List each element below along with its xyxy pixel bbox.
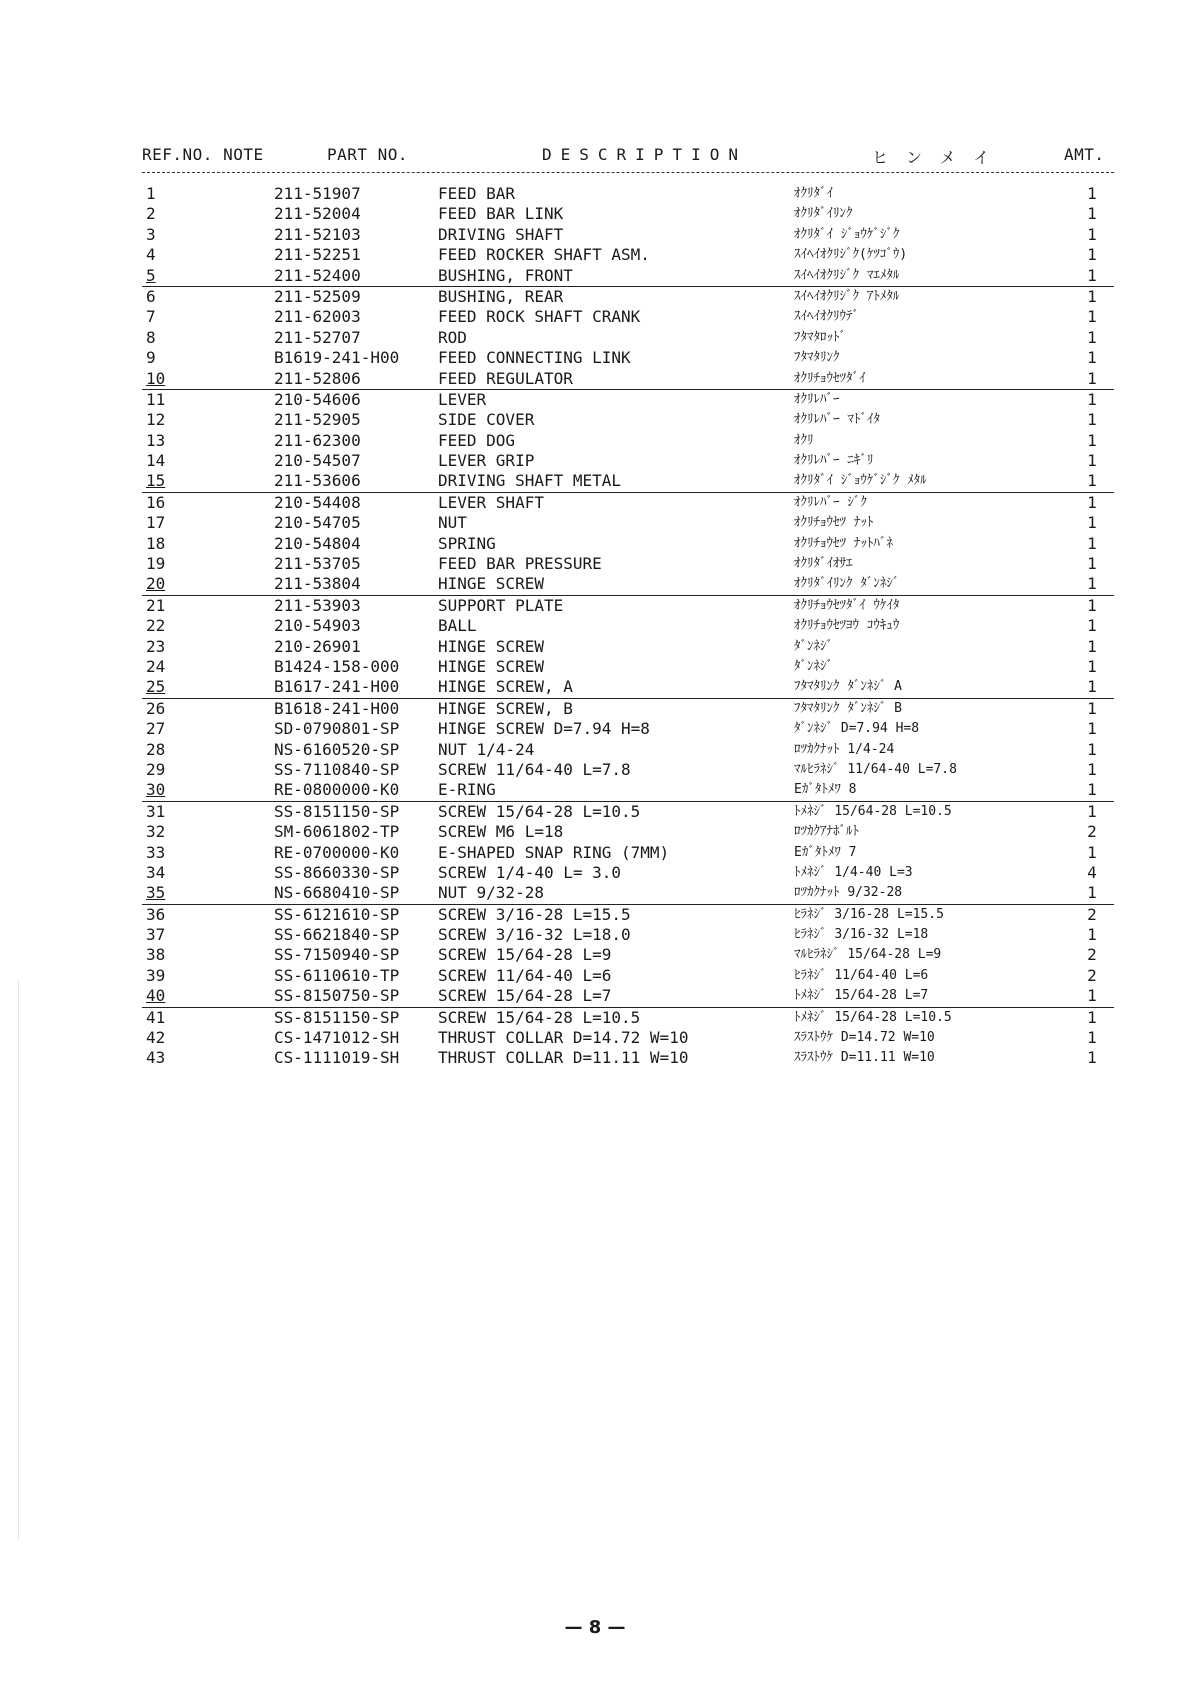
table-row (142, 719, 1114, 739)
description-cell: SCREW 15/64-28 L=10.5 (438, 1007, 641, 1027)
jp-name-cell: ｽﾗｽﾄｳｹ D=14.72 W=10 (794, 1030, 935, 1046)
amt-cell: 1 (1087, 759, 1097, 779)
description-cell: BUSHING, REAR (438, 286, 564, 306)
table-row (142, 369, 1114, 390)
ref-cell: 10 (146, 368, 166, 388)
ref-cell: 36 (146, 904, 166, 924)
part-no-cell: SS-7150940-SP (274, 945, 400, 965)
description-cell: E-SHAPED SNAP RING (7MM) (438, 842, 670, 862)
jp-name-cell: ｵｸﾘﾀﾞｲﾘﾝｸ ﾀﾞﾝﾈｼﾞ (794, 576, 900, 592)
scan-edge-mark (18, 980, 19, 1540)
jp-name-cell: ｽｲﾍｲｵｸﾘｼﾞｸ ﾏｴﾒﾀﾙ (794, 267, 900, 283)
amt-cell: 1 (1087, 286, 1097, 306)
amt-cell: 1 (1087, 533, 1097, 553)
part-no-cell: 211-62003 (274, 307, 361, 327)
jp-name-cell: ｵｸﾘﾀﾞｲ ｼﾞｮｳｹﾞｼﾞｸ (794, 226, 900, 242)
part-no-cell: B1618-241-H00 (274, 698, 400, 718)
part-no-cell: SS-6110610-TP (274, 965, 400, 985)
amt-cell: 1 (1087, 1028, 1097, 1048)
table-row (142, 390, 1114, 410)
ref-cell: 8 (146, 327, 156, 347)
amt-cell: 2 (1087, 965, 1097, 985)
ref-cell: 41 (146, 1007, 166, 1027)
jp-name-cell: ﾛﾂｶｸﾅｯﾄ 9/32-28 (794, 885, 903, 901)
part-no-cell: 211-52806 (274, 368, 361, 388)
description-cell: NUT (438, 513, 467, 533)
ref-cell: 12 (146, 410, 166, 430)
amt-cell: 1 (1087, 677, 1097, 697)
jp-name-cell: ｵｸﾘﾚﾊﾞｰ ﾏﾄﾞｲﾀ (794, 412, 880, 428)
amt-cell: 1 (1087, 368, 1097, 388)
table-row (142, 637, 1114, 657)
part-no-cell: NS-6680410-SP (274, 883, 400, 903)
amt-cell: 1 (1087, 307, 1097, 327)
part-no-cell: 211-53903 (274, 595, 361, 615)
part-no-cell: 211-52400 (274, 265, 361, 285)
ref-cell: 14 (146, 451, 166, 471)
table-row (142, 822, 1114, 842)
description-cell: BUSHING, FRONT (438, 265, 573, 285)
description-cell: SCREW 15/64-28 L=10.5 (438, 801, 641, 821)
ref-cell: 38 (146, 945, 166, 965)
amt-cell: 1 (1087, 883, 1097, 903)
amt-cell: 1 (1087, 554, 1097, 574)
ref-cell: 19 (146, 554, 166, 574)
jp-name-cell: Eｶﾞﾀﾄﾒﾜ 8 (794, 782, 857, 798)
amt-cell: 1 (1087, 224, 1097, 244)
jp-name-cell: ｵｸﾘﾁｮｳｾﾂﾀﾞｲ ｳｹｲﾀ (794, 597, 900, 613)
description-cell: SCREW M6 L=18 (438, 822, 564, 842)
amt-cell: 1 (1087, 348, 1097, 368)
part-no-cell: 210-54606 (274, 389, 361, 409)
amt-cell: 1 (1087, 451, 1097, 471)
part-no-cell: NS-6160520-SP (274, 739, 400, 759)
ref-cell: 2 (146, 204, 156, 224)
table-row (142, 1048, 1114, 1068)
description-cell: SUPPORT PLATE (438, 595, 564, 615)
amt-cell: 2 (1087, 904, 1097, 924)
jp-name-cell: ｵｸﾘﾁｮｳｾﾂﾀﾞｲ (794, 370, 866, 386)
description-cell: BALL (438, 616, 477, 636)
amt-cell: 1 (1087, 925, 1097, 945)
parts-table (142, 184, 1114, 1069)
part-no-cell: RE-0800000-K0 (274, 780, 400, 800)
jp-name-cell: ﾋﾗﾈｼﾞ 11/64-40 L=6 (794, 967, 929, 983)
jp-name-cell: ｵｸﾘ (794, 432, 814, 448)
ref-cell: 5 (146, 265, 156, 285)
description-cell: FEED BAR (438, 184, 516, 203)
part-no-cell: SS-8660330-SP (274, 862, 400, 882)
jp-name-cell: ｵｸﾘﾚﾊﾞｰ ﾆｷﾞﾘ (794, 453, 874, 469)
jp-name-cell: ﾀﾞﾝﾈｼﾞ (794, 638, 833, 654)
part-no-cell: 211-62300 (274, 430, 361, 450)
table-row (142, 534, 1114, 554)
jp-name-cell: ﾛﾂｶｸｱﾅﾎﾞﾙﾄ (794, 824, 859, 840)
description-cell: SCREW 1/4-40 L= 3.0 (438, 862, 622, 882)
ref-cell: 6 (146, 286, 156, 306)
description-cell: LEVER SHAFT (438, 492, 544, 512)
amt-cell: 1 (1087, 986, 1097, 1006)
jp-name-cell: ｵｸﾘﾁｮｳｾﾂ ﾅｯﾄﾊﾞﾈ (794, 535, 893, 551)
table-row (142, 760, 1114, 780)
description-cell: FEED BAR PRESSURE (438, 554, 602, 574)
amt-cell: 1 (1087, 471, 1097, 491)
part-no-cell: B1619-241-H00 (274, 348, 400, 368)
table-row (142, 863, 1114, 883)
table-row (142, 740, 1114, 760)
table-row (142, 451, 1114, 471)
table-row (142, 574, 1114, 595)
part-no-cell: 211-52509 (274, 286, 361, 306)
amt-cell: 1 (1087, 204, 1097, 224)
amt-cell: 1 (1087, 780, 1097, 800)
ref-cell: 16 (146, 492, 166, 512)
ref-cell: 17 (146, 513, 166, 533)
ref-cell: 30 (146, 780, 166, 800)
description-cell: DRIVING SHAFT (438, 224, 564, 244)
jp-name-cell: ｵｸﾘﾁｮｳｾﾂﾖｳ ｺｳｷｭｳ (794, 618, 900, 634)
part-no-cell: B1424-158-000 (274, 656, 400, 676)
description-cell: FEED CONNECTING LINK (438, 348, 631, 368)
part-no-cell: SM-6061802-TP (274, 822, 400, 842)
amt-cell: 4 (1087, 862, 1097, 882)
part-no-cell: 211-53606 (274, 471, 361, 491)
jp-name-cell: ﾋﾗﾈｼﾞ 3/16-28 L=15.5 (794, 906, 944, 922)
table-row (142, 677, 1114, 698)
table-row (142, 307, 1114, 327)
amt-cell: 1 (1087, 801, 1097, 821)
description-cell: FEED DOG (438, 430, 516, 450)
part-no-cell: 211-52251 (274, 245, 361, 265)
part-no-cell: 211-53804 (274, 574, 361, 594)
table-row (142, 513, 1114, 533)
amt-cell: 1 (1087, 636, 1097, 656)
ref-cell: 1 (146, 184, 156, 203)
jp-name-cell: ﾄﾒﾈｼﾞ 1/4-40 L=3 (794, 864, 913, 880)
part-no-cell: 211-53705 (274, 554, 361, 574)
jp-name-cell: ﾌﾀﾏﾀﾛｯﾄﾞ (794, 329, 846, 345)
amt-cell: 1 (1087, 265, 1097, 285)
jp-name-cell: ｵｸﾘﾚﾊﾞｰ ｼﾞｸ (794, 494, 867, 510)
part-no-cell: 210-26901 (274, 636, 361, 656)
part-no-cell: 211-52905 (274, 410, 361, 430)
ref-cell: 18 (146, 533, 166, 553)
amt-cell: 1 (1087, 698, 1097, 718)
amt-cell: 1 (1087, 1007, 1097, 1027)
part-no-cell: B1617-241-H00 (274, 677, 400, 697)
table-row (142, 431, 1114, 451)
jp-name-cell: ﾋﾗﾈｼﾞ 3/16-32 L=18 (794, 927, 929, 943)
ref-cell: 42 (146, 1028, 166, 1048)
amt-cell: 1 (1087, 739, 1097, 759)
jp-name-cell: ﾛﾂｶｸﾅｯﾄ 1/4-24 (794, 741, 895, 757)
ref-cell: 40 (146, 986, 166, 1006)
jp-name-cell: ﾄﾒﾈｼﾞ 15/64-28 L=10.5 (794, 1009, 952, 1025)
ref-cell: 21 (146, 595, 166, 615)
header-ref-note: REF.NO. NOTE (142, 145, 264, 164)
amt-cell: 1 (1087, 389, 1097, 409)
amt-cell: 1 (1087, 410, 1097, 430)
description-cell: NUT 9/32-28 (438, 883, 544, 903)
jp-name-cell: ﾌﾀﾏﾀﾘﾝｸ ﾀﾞﾝﾈｼﾞ B (794, 700, 902, 716)
table-row (142, 699, 1114, 719)
jp-name-cell: ﾏﾙﾋﾗﾈｼﾞ 11/64-40 L=7.8 (794, 761, 957, 777)
description-cell: THRUST COLLAR D=11.11 W=10 (438, 1048, 689, 1068)
ref-cell: 34 (146, 862, 166, 882)
header-description: DESCRIPTION (542, 145, 747, 164)
part-no-cell: RE-0700000-K0 (274, 842, 400, 862)
description-cell: SIDE COVER (438, 410, 535, 430)
ref-cell: 3 (146, 224, 156, 244)
amt-cell: 1 (1087, 492, 1097, 512)
amt-cell: 1 (1087, 719, 1097, 739)
header-divider (142, 172, 1114, 173)
amt-cell: 1 (1087, 245, 1097, 265)
description-cell: LEVER GRIP (438, 451, 535, 471)
ref-cell: 22 (146, 616, 166, 636)
amt-cell: 1 (1087, 513, 1097, 533)
ref-cell: 33 (146, 842, 166, 862)
ref-cell: 29 (146, 759, 166, 779)
part-no-cell: 211-52004 (274, 204, 361, 224)
table-row (142, 328, 1114, 348)
ref-cell: 23 (146, 636, 166, 656)
jp-name-cell: ﾀﾞﾝﾈｼﾞ D=7.94 H=8 (794, 721, 920, 737)
description-cell: SPRING (438, 533, 496, 553)
table-row (142, 925, 1114, 945)
jp-name-cell: ﾄﾒﾈｼﾞ 15/64-28 L=7 (794, 988, 929, 1004)
header-amt: AMT. (1064, 145, 1105, 164)
part-no-cell: 210-54903 (274, 616, 361, 636)
jp-name-cell: ﾌﾀﾏﾀﾘﾝｸ ﾀﾞﾝﾈｼﾞ A (794, 679, 902, 695)
amt-cell: 1 (1087, 430, 1097, 450)
jp-name-cell: ﾀﾞﾝﾈｼﾞ (794, 658, 833, 674)
description-cell: HINGE SCREW D=7.94 H=8 (438, 719, 650, 739)
jp-name-cell: ｵｸﾘﾀﾞｲﾘﾝｸ (794, 206, 853, 222)
part-no-cell: 211-52707 (274, 327, 361, 347)
ref-cell: 24 (146, 656, 166, 676)
amt-cell: 1 (1087, 184, 1097, 203)
description-cell: ROD (438, 327, 467, 347)
jp-name-cell: ｵｸﾘﾀﾞｲ (794, 186, 833, 201)
part-no-cell: 210-54507 (274, 451, 361, 471)
description-cell: NUT 1/4-24 (438, 739, 535, 759)
part-no-cell: 210-54408 (274, 492, 361, 512)
description-cell: HINGE SCREW (438, 574, 544, 594)
description-cell: FEED ROCK SHAFT CRANK (438, 307, 641, 327)
ref-cell: 39 (146, 965, 166, 985)
description-cell: FEED ROCKER SHAFT ASM. (438, 245, 650, 265)
description-cell: DRIVING SHAFT METAL (438, 471, 622, 491)
amt-cell: 2 (1087, 945, 1097, 965)
description-cell: FEED BAR LINK (438, 204, 564, 224)
ref-cell: 11 (146, 389, 166, 409)
ref-cell: 28 (146, 739, 166, 759)
amt-cell: 1 (1087, 595, 1097, 615)
table-row (142, 780, 1114, 801)
table-row (142, 657, 1114, 677)
description-cell: HINGE SCREW (438, 636, 544, 656)
table-row (142, 471, 1114, 492)
part-no-cell: 211-51907 (274, 184, 361, 203)
description-cell: SCREW 3/16-32 L=18.0 (438, 925, 631, 945)
description-cell: HINGE SCREW (438, 656, 544, 676)
jp-name-cell: ﾌﾀﾏﾀﾘﾝｸ (794, 350, 840, 366)
description-cell: HINGE SCREW, A (438, 677, 573, 697)
table-row (142, 843, 1114, 863)
part-no-cell: CS-1471012-SH (274, 1028, 400, 1048)
jp-name-cell: ｵｸﾘﾀﾞｲｵｻｴ (794, 556, 853, 572)
part-no-cell: 210-54705 (274, 513, 361, 533)
description-cell: SCREW 11/64-40 L=7.8 (438, 759, 631, 779)
table-row (142, 554, 1114, 574)
table-row (142, 1008, 1114, 1028)
part-no-cell: SS-7110840-SP (274, 759, 400, 779)
ref-cell: 7 (146, 307, 156, 327)
description-cell: LEVER (438, 389, 487, 409)
description-cell: FEED REGULATOR (438, 368, 573, 388)
amt-cell: 1 (1087, 1048, 1097, 1068)
description-cell: SCREW 3/16-28 L=15.5 (438, 904, 631, 924)
ref-cell: 37 (146, 925, 166, 945)
description-cell: SCREW 15/64-28 L=7 (438, 986, 612, 1006)
ref-cell: 9 (146, 348, 156, 368)
table-row (142, 966, 1114, 986)
ref-cell: 4 (146, 245, 156, 265)
table-row (142, 493, 1114, 513)
jp-name-cell: ﾏﾙﾋﾗﾈｼﾞ 15/64-28 L=9 (794, 947, 942, 963)
ref-cell: 26 (146, 698, 166, 718)
table-row (142, 410, 1114, 430)
jp-name-cell: ｽｲﾍｲｵｸﾘｼﾞｸ ｱﾄﾒﾀﾙ (794, 288, 900, 304)
table-row (142, 802, 1114, 822)
ref-cell: 25 (146, 677, 166, 697)
header-part-no: PART NO. (327, 145, 409, 164)
table-row (142, 616, 1114, 636)
jp-name-cell: Eｶﾞﾀﾄﾒﾜ 7 (794, 844, 857, 860)
ref-cell: 13 (146, 430, 166, 450)
table-row (142, 184, 1114, 204)
jp-name-cell: ｵｸﾘﾀﾞｲ ｼﾞｮｳｹﾞｼﾞｸ ﾒﾀﾙ (794, 473, 927, 489)
table-row (142, 1028, 1114, 1048)
header-jp-name: ヒンメイ (872, 148, 1008, 167)
part-no-cell: 210-54804 (274, 533, 361, 553)
part-no-cell: SS-6621840-SP (274, 925, 400, 945)
table-row (142, 204, 1114, 224)
table-row (142, 596, 1114, 616)
part-no-cell: SS-8150750-SP (274, 986, 400, 1006)
jp-name-cell: ｵｸﾘﾁｮｳｾﾂ ﾅｯﾄ (794, 515, 874, 531)
amt-cell: 1 (1087, 656, 1097, 676)
table-row (142, 245, 1114, 265)
description-cell: SCREW 15/64-28 L=9 (438, 945, 612, 965)
amt-cell: 2 (1087, 822, 1097, 842)
amt-cell: 1 (1087, 616, 1097, 636)
amt-cell: 1 (1087, 327, 1097, 347)
table-row (142, 986, 1114, 1007)
table-header (142, 145, 1112, 169)
ref-cell: 32 (146, 822, 166, 842)
table-row (142, 266, 1114, 287)
part-no-cell: CS-1111019-SH (274, 1048, 400, 1068)
ref-cell: 20 (146, 574, 166, 594)
table-row (142, 883, 1114, 904)
amt-cell: 1 (1087, 574, 1097, 594)
table-row (142, 348, 1114, 368)
ref-cell: 35 (146, 883, 166, 903)
ref-cell: 27 (146, 719, 166, 739)
table-row (142, 225, 1114, 245)
table-row (142, 287, 1114, 307)
jp-name-cell: ｽｲﾍｲｵｸﾘｼﾞｸ(ｹﾂｺﾞｳ) (794, 247, 908, 263)
ref-cell: 15 (146, 471, 166, 491)
description-cell: THRUST COLLAR D=14.72 W=10 (438, 1028, 689, 1048)
ref-cell: 31 (146, 801, 166, 821)
jp-name-cell: ｽﾗｽﾄｳｹ D=11.11 W=10 (794, 1050, 935, 1066)
part-no-cell: SS-6121610-SP (274, 904, 400, 924)
description-cell: SCREW 11/64-40 L=6 (438, 965, 612, 985)
table-row (142, 945, 1114, 965)
jp-name-cell: ｽｲﾍｲｵｸﾘｳﾃﾞ (794, 309, 859, 325)
description-cell: HINGE SCREW, B (438, 698, 573, 718)
amt-cell: 1 (1087, 842, 1097, 862)
description-cell: E-RING (438, 780, 496, 800)
jp-name-cell: ﾄﾒﾈｼﾞ 15/64-28 L=10.5 (794, 803, 952, 819)
part-no-cell: 211-52103 (274, 224, 361, 244)
ref-cell: 43 (146, 1048, 166, 1068)
jp-name-cell: ｵｸﾘﾚﾊﾞｰ (794, 391, 840, 407)
part-no-cell: SS-8151150-SP (274, 801, 400, 821)
page-number: — 8 — (564, 1617, 626, 1638)
part-no-cell: SS-8151150-SP (274, 1007, 400, 1027)
table-row (142, 905, 1114, 925)
part-no-cell: SD-0790801-SP (274, 719, 400, 739)
